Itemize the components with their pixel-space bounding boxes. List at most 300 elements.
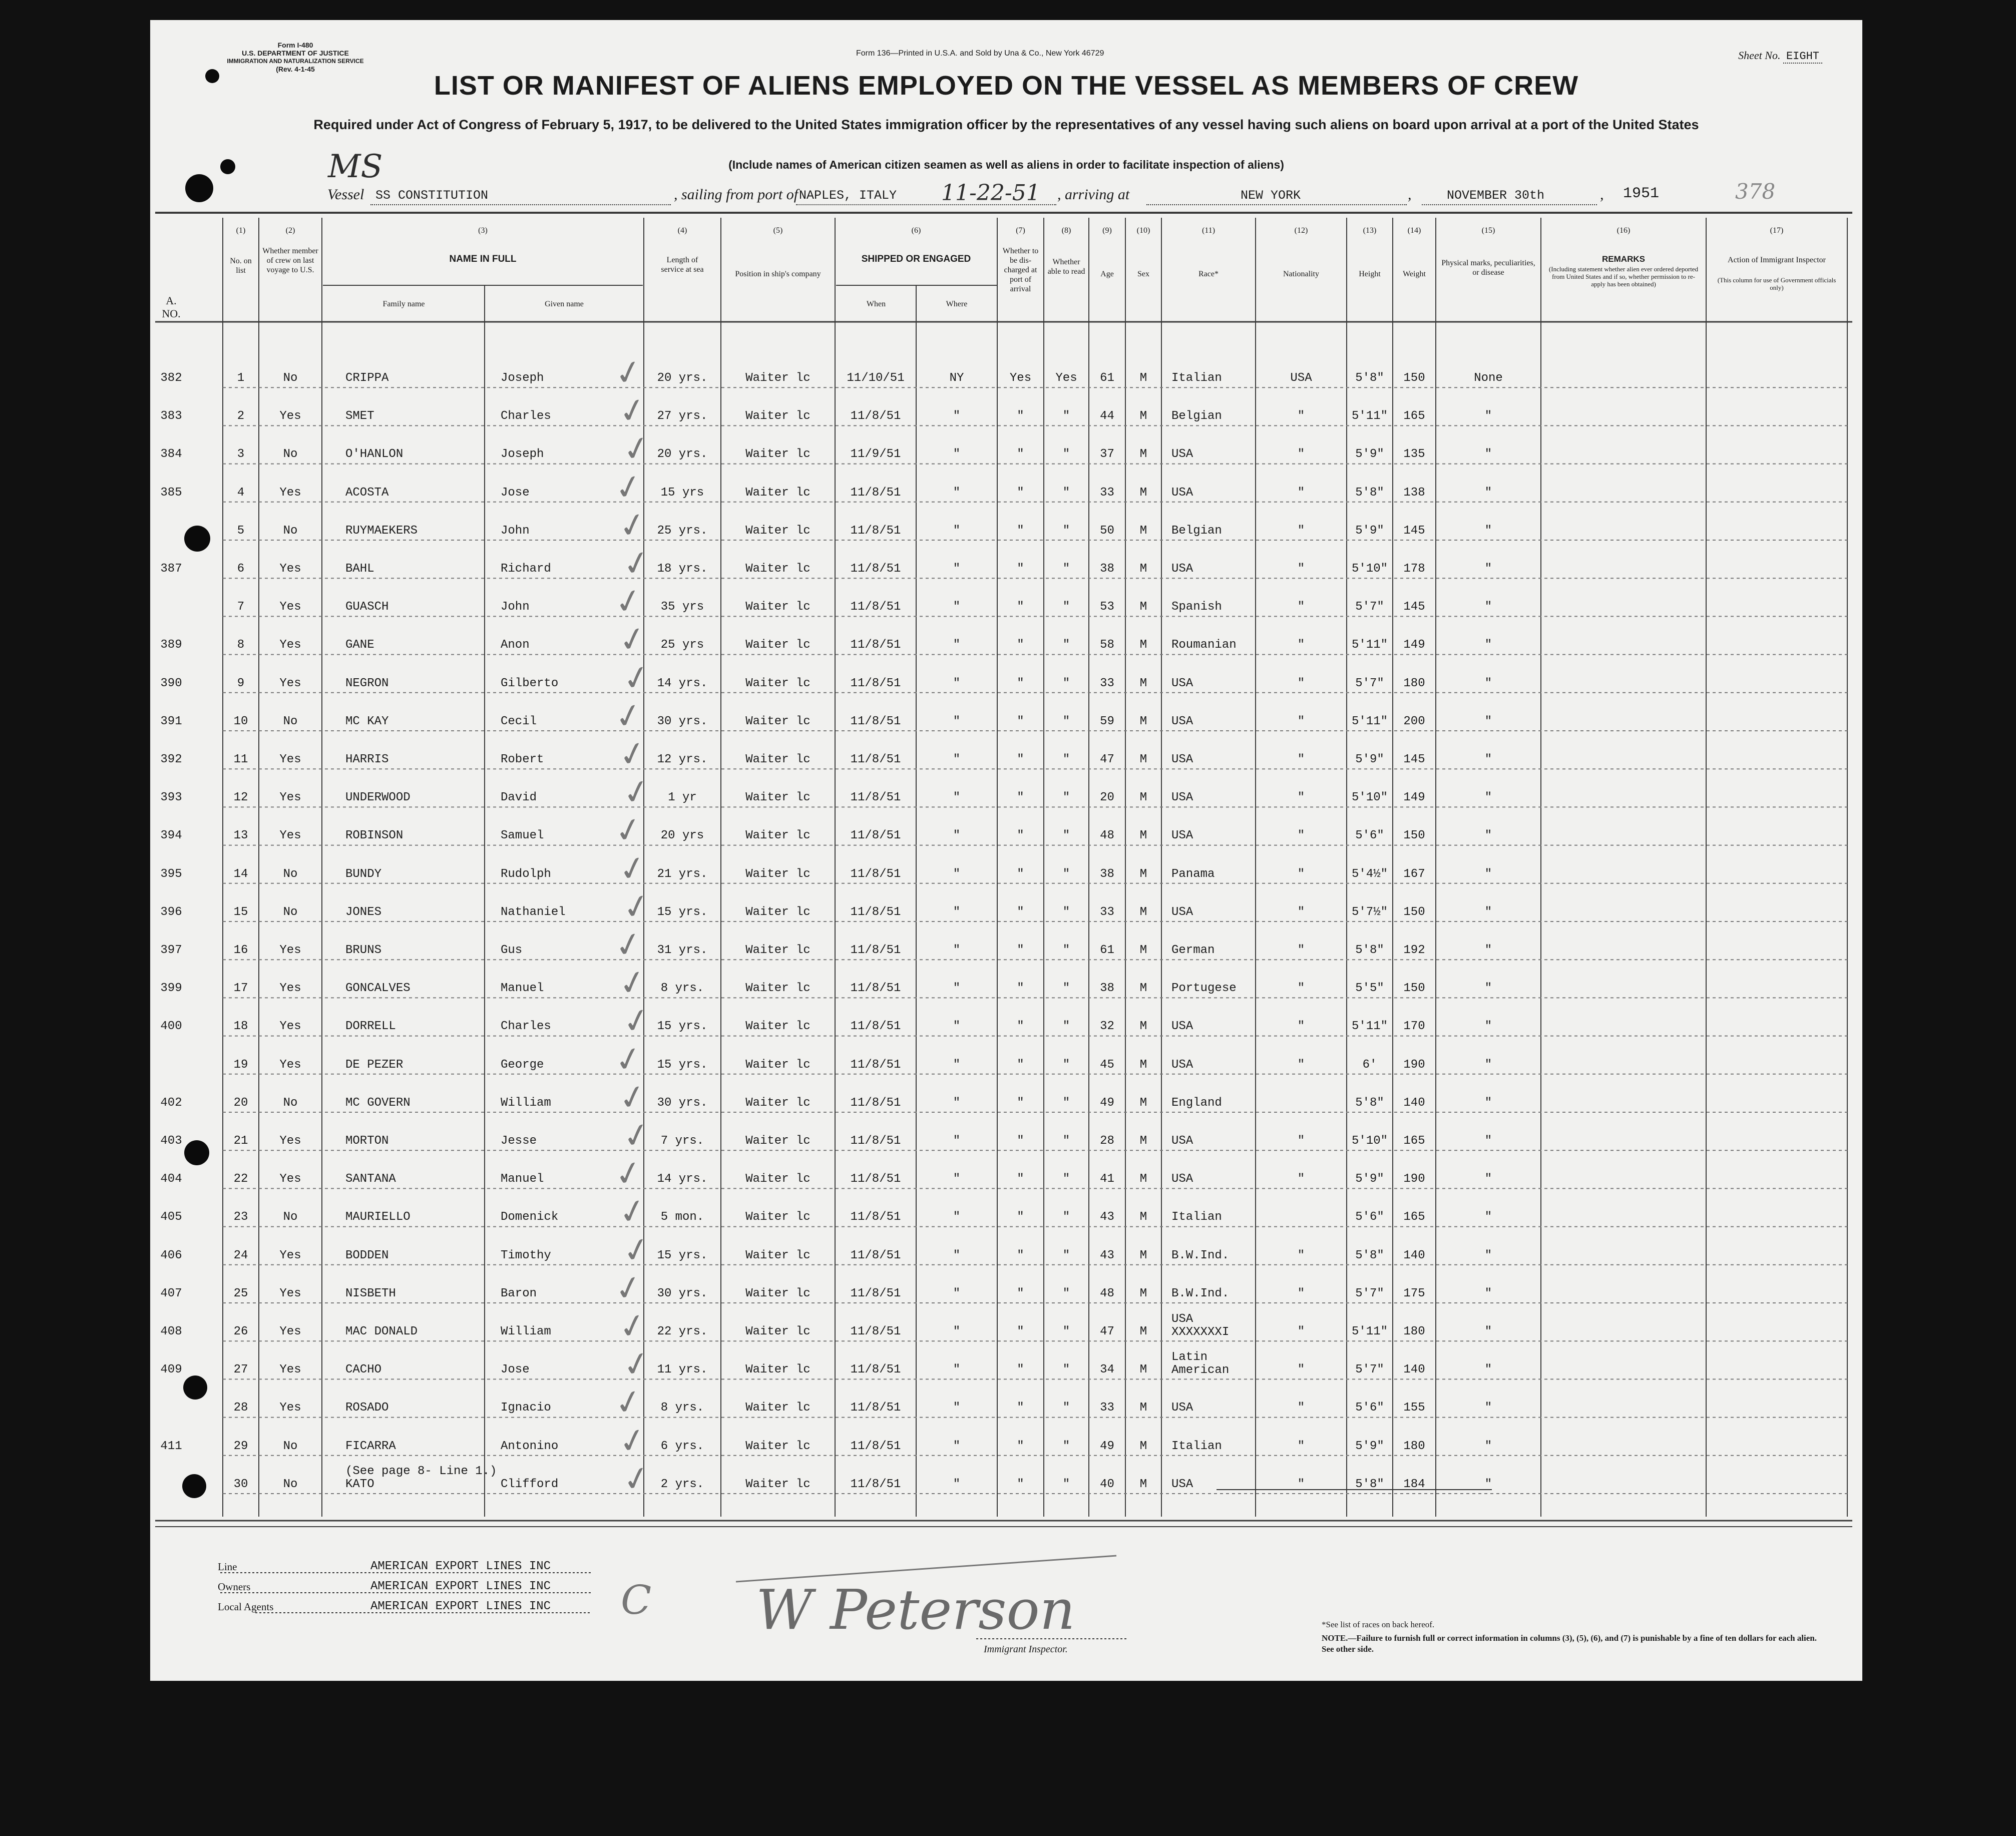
arrival-port: NEW YORK: [1241, 188, 1301, 203]
cell-position: Waiter lc: [745, 1363, 811, 1377]
header-family-name: Family name: [382, 300, 425, 308]
cell-race: Spanish: [1171, 600, 1222, 614]
cell-a-number: 403: [160, 1134, 182, 1148]
cell-weight: 175: [1403, 1286, 1425, 1300]
cell-discharged: ": [1017, 714, 1024, 728]
subtitle-note: (Include names of American citizen seamen as well as aliens in order to facilitate inspection of aliens): [728, 158, 1284, 171]
cell-height: 5'7": [1355, 1363, 1384, 1377]
checkmark-icon: ✓: [611, 1266, 646, 1310]
cell-able-to-read: ": [1062, 829, 1070, 843]
row30-note: (See page 8- Line 1.): [345, 1465, 497, 1478]
colnum-6: (6): [911, 226, 921, 235]
cell-line-number: 12: [233, 791, 248, 805]
cell-line-number: 1: [237, 371, 245, 385]
comma: ,: [1600, 186, 1604, 203]
cell-height: 5'6": [1355, 1401, 1384, 1415]
cell-shipped-when: 11/10/51: [847, 371, 905, 385]
cell-nationality: ": [1297, 753, 1305, 766]
line-value: AMERICAN EXPORT LINES INC: [370, 1560, 551, 1573]
cell-shipped-where: ": [953, 1286, 961, 1300]
cell-sex: M: [1139, 1096, 1147, 1110]
checkmark-icon: ✓: [619, 1342, 654, 1387]
department: U.S. DEPARTMENT OF JUSTICE: [242, 49, 349, 57]
cell-length-of-service: 5 mon.: [660, 1210, 704, 1224]
cell-able-to-read: ": [1062, 1477, 1070, 1491]
cell-sex: M: [1139, 486, 1147, 500]
cell-given-name: Timothy: [501, 1248, 551, 1262]
cell-physical-marks: ": [1484, 1286, 1492, 1300]
header-shipped: SHIPPED OR ENGAGED: [861, 254, 971, 264]
cell-line-number: 25: [233, 1286, 248, 1300]
cell-height: 5'9": [1355, 1439, 1384, 1453]
cell-weight: 165: [1403, 1134, 1425, 1148]
cell-discharged: ": [1017, 1286, 1024, 1300]
cell-sex: M: [1139, 447, 1147, 462]
cell-shipped-where: ": [953, 1248, 961, 1262]
colnum-4: (4): [677, 226, 687, 235]
checkmark-icon: ✓: [615, 1304, 650, 1348]
cell-discharged: ": [1017, 1096, 1024, 1110]
cell-family-name: NEGRON: [345, 676, 389, 690]
header-name-in-full: NAME IN FULL: [449, 254, 517, 264]
cell-age: 61: [1100, 944, 1114, 957]
cell-able-to-read: ": [1062, 791, 1070, 805]
table-row: [150, 465, 1862, 509]
cell-age: 47: [1100, 1325, 1114, 1338]
cell-weight: 180: [1403, 676, 1425, 690]
cell-sex: M: [1139, 1134, 1147, 1148]
cell-age: 38: [1100, 982, 1114, 996]
cell-a-number: 389: [160, 638, 182, 652]
form-number: Form I-480: [277, 41, 313, 49]
cell-able-to-read: ": [1062, 1401, 1070, 1415]
cell-length-of-service: 2 yrs.: [660, 1477, 704, 1491]
cell-sex: M: [1139, 1172, 1147, 1186]
cell-a-number: 387: [160, 562, 182, 576]
cell-shipped-where: ": [953, 1058, 961, 1072]
cell-discharged: ": [1017, 867, 1024, 881]
cell-age: 33: [1100, 1401, 1114, 1415]
cell-nationality: ": [1297, 829, 1305, 843]
cell-shipped-where: ": [953, 638, 961, 652]
vessel-name: SS CONSTITUTION: [375, 188, 489, 203]
cell-height: 5'7": [1355, 1286, 1384, 1300]
cell-race: USA: [1171, 486, 1193, 500]
cell-shipped-when: 11/8/51: [850, 638, 901, 652]
cell-a-number: 391: [160, 714, 182, 728]
cell-given-name: Joseph: [501, 371, 544, 385]
colnum-1: (1): [236, 226, 246, 235]
cell-age: 48: [1100, 829, 1114, 843]
table-row: [150, 541, 1862, 585]
cell-age: 41: [1100, 1172, 1114, 1186]
cell-shipped-where: ": [953, 714, 961, 728]
cell-length-of-service: 14 yrs.: [657, 1172, 708, 1186]
cell-a-number: 383: [160, 409, 182, 423]
cell-family-name: KATO: [345, 1477, 374, 1491]
cell-position: Waiter lc: [745, 1058, 811, 1072]
cell-height: 6': [1362, 1058, 1377, 1072]
cell-able-to-read: ": [1062, 867, 1070, 881]
cell-shipped-where: ": [953, 944, 961, 957]
cell-race: USA: [1171, 1134, 1193, 1148]
cell-family-name: HARRIS: [345, 753, 389, 766]
cell-discharged: ": [1017, 1248, 1024, 1262]
table-row: [150, 617, 1862, 662]
cell-sex: M: [1139, 1210, 1147, 1224]
cell-discharged: ": [1017, 791, 1024, 805]
cell-race: USA: [1171, 1172, 1193, 1186]
cell-weight: 140: [1403, 1363, 1425, 1377]
colnum-2: (2): [285, 226, 295, 235]
cell-discharged: ": [1017, 982, 1024, 996]
comma: ,: [1408, 186, 1412, 203]
cell-last-voyage: Yes: [279, 676, 301, 690]
checkmark-icon: ✓: [611, 808, 646, 852]
cell-family-name: ROBINSON: [345, 829, 404, 843]
cell-shipped-when: 11/8/51: [850, 1363, 901, 1377]
cell-length-of-service: 30 yrs.: [657, 1286, 708, 1300]
cell-shipped-where: NY: [949, 371, 964, 385]
cell-line-number: 13: [233, 829, 248, 843]
table-row: [150, 770, 1862, 814]
cell-length-of-service: 21 yrs.: [657, 867, 708, 881]
colnum-17: (17): [1770, 226, 1784, 235]
checkmark-icon: ✓: [615, 961, 650, 1005]
cell-given-name: Jose: [501, 486, 530, 500]
cell-able-to-read: ": [1062, 982, 1070, 996]
cell-sex: M: [1139, 638, 1147, 652]
cell-age: 37: [1100, 447, 1114, 462]
cell-able-to-read: ": [1062, 524, 1070, 538]
header-read: Whether able to read: [1047, 258, 1085, 276]
cell-line-number: 29: [233, 1439, 248, 1453]
cell-discharged: ": [1017, 1134, 1024, 1148]
cell-sex: M: [1139, 371, 1147, 385]
cell-family-name: FICARRA: [345, 1439, 396, 1453]
cell-length-of-service: 15 yrs.: [657, 905, 708, 919]
cell-shipped-when: 11/8/51: [850, 867, 901, 881]
cell-race: England: [1171, 1096, 1222, 1110]
cell-height: 5'7": [1355, 676, 1384, 690]
cell-discharged: Yes: [1009, 371, 1032, 385]
cell-given-name: Robert: [501, 753, 544, 766]
cell-physical-marks: ": [1484, 409, 1492, 423]
cell-line-number: 7: [237, 600, 245, 614]
header-discharged: Whether to be dis-charged at port of arrival: [1002, 247, 1039, 293]
cell-race: USA: [1171, 1020, 1193, 1034]
checkmark-icon: ✓: [615, 1075, 650, 1119]
cell-race: B.W.Ind.: [1171, 1248, 1230, 1262]
cell-family-name: DE PEZER: [345, 1058, 404, 1072]
cell-given-name: David: [501, 791, 537, 805]
cell-length-of-service: 12 yrs.: [657, 753, 708, 766]
cell-race: USA: [1171, 447, 1193, 462]
cell-last-voyage: Yes: [279, 600, 301, 614]
cell-nationality: ": [1297, 409, 1305, 423]
cell-nationality: ": [1297, 524, 1305, 538]
cell-nationality: ": [1297, 982, 1305, 996]
colnum-15: (15): [1481, 226, 1495, 235]
cell-given-name: Charles: [501, 409, 551, 423]
cell-discharged: ": [1017, 524, 1024, 538]
cell-given-name: William: [501, 1096, 551, 1110]
cell-weight: 140: [1403, 1096, 1425, 1110]
cell-position: Waiter lc: [745, 1477, 811, 1491]
cell-line-number: 17: [233, 982, 248, 996]
cell-line-number: 21: [233, 1134, 248, 1148]
cell-position: Waiter lc: [745, 638, 811, 652]
sailing-label: , sailing from port of: [674, 186, 798, 203]
cell-shipped-where: ": [953, 1210, 961, 1224]
cell-physical-marks: None: [1474, 371, 1503, 385]
cell-last-voyage: Yes: [279, 486, 301, 500]
cell-line-number: 22: [233, 1172, 248, 1186]
cell-sex: M: [1139, 1248, 1147, 1262]
cell-nationality: ": [1297, 1134, 1305, 1148]
cell-physical-marks: ": [1484, 753, 1492, 766]
cell-age: 45: [1100, 1058, 1114, 1072]
arrival-year: 1951: [1623, 185, 1660, 202]
cell-last-voyage: Yes: [279, 1286, 301, 1300]
cell-discharged: ": [1017, 1439, 1024, 1453]
cell-race: B.W.Ind.: [1171, 1286, 1230, 1300]
cell-height: 5'8": [1355, 944, 1384, 957]
cell-shipped-where: ": [953, 1134, 961, 1148]
cell-sex: M: [1139, 676, 1147, 690]
cell-shipped-where: ": [953, 867, 961, 881]
cell-weight: 192: [1403, 944, 1425, 957]
cell-discharged: ": [1017, 638, 1024, 652]
cell-shipped-when: 11/8/51: [850, 1325, 901, 1338]
checkmark-icon: ✓: [615, 618, 650, 662]
cell-height: 5'4½": [1351, 867, 1388, 881]
cell-shipped-where: ": [953, 1477, 961, 1491]
cell-shipped-where: ": [953, 753, 961, 766]
cell-given-name: Antonino: [501, 1439, 559, 1453]
cell-weight: 145: [1403, 600, 1425, 614]
cell-given-name: Rudolph: [501, 867, 551, 881]
cell-a-number: 394: [160, 829, 182, 843]
cell-shipped-where: ": [953, 1439, 961, 1453]
cell-weight: 145: [1403, 524, 1425, 538]
cell-sex: M: [1139, 1058, 1147, 1072]
checkmark-icon: ✓: [615, 732, 650, 776]
cell-length-of-service: 30 yrs.: [657, 714, 708, 728]
cell-age: 50: [1100, 524, 1114, 538]
cell-position: Waiter lc: [745, 447, 811, 462]
table-row: [150, 503, 1862, 547]
stamp-number: 378: [1735, 179, 1776, 204]
cell-given-name: Gilberto: [501, 676, 559, 690]
cell-weight: 150: [1403, 829, 1425, 843]
cell-race: Panama: [1171, 867, 1215, 881]
cell-length-of-service: 15 yrs.: [657, 1248, 708, 1262]
cell-race: USA: [1171, 905, 1193, 919]
cell-height: 5'8": [1355, 486, 1384, 500]
cell-nationality: ": [1297, 1439, 1305, 1453]
cell-nationality: ": [1297, 1172, 1305, 1186]
cell-a-number: 406: [160, 1248, 182, 1262]
cell-age: 33: [1100, 676, 1114, 690]
cell-shipped-where: ": [953, 1172, 961, 1186]
cell-a-number: 399: [160, 982, 182, 996]
cell-position: Waiter lc: [745, 1020, 811, 1034]
cell-race: Belgian: [1171, 524, 1222, 538]
cell-position: Waiter lc: [745, 1401, 811, 1415]
cell-weight: 190: [1403, 1172, 1425, 1186]
cell-length-of-service: 18 yrs.: [657, 562, 708, 576]
cell-able-to-read: ": [1062, 1172, 1070, 1186]
cell-able-to-read: ": [1062, 1248, 1070, 1262]
cell-shipped-where: ": [953, 791, 961, 805]
cell-shipped-when: 11/8/51: [850, 486, 901, 500]
cell-discharged: ": [1017, 1058, 1024, 1072]
cell-sex: M: [1139, 867, 1147, 881]
cell-shipped-where: ": [953, 676, 961, 690]
cell-physical-marks: ": [1484, 867, 1492, 881]
cell-position: Waiter lc: [745, 1248, 811, 1262]
cell-race: USA: [1171, 753, 1193, 766]
cell-length-of-service: 14 yrs.: [657, 676, 708, 690]
checkmark-icon: ✓: [615, 1190, 650, 1234]
table-row: [150, 388, 1862, 433]
cell-height: 5'7½": [1351, 905, 1388, 919]
cell-weight: 135: [1403, 447, 1425, 462]
table-row: [150, 426, 1862, 471]
cell-height: 5'11": [1351, 714, 1388, 728]
cell-line-number: 28: [233, 1401, 248, 1415]
cell-nationality: ": [1297, 486, 1305, 500]
cell-line-number: 3: [237, 447, 245, 462]
cell-line-number: 15: [233, 905, 248, 919]
cell-nationality: ": [1297, 1248, 1305, 1262]
cell-race: USA: [1171, 1401, 1193, 1415]
line-label: Line: [218, 1561, 237, 1573]
cell-position: Waiter lc: [745, 676, 811, 690]
cell-a-number: 411: [160, 1439, 182, 1453]
cell-weight: 167: [1403, 867, 1425, 881]
cell-height: 5'6": [1355, 1210, 1384, 1224]
colnum-9: (9): [1102, 226, 1112, 235]
cell-family-name: MORTON: [345, 1134, 389, 1148]
checkmark-icon: ✓: [619, 884, 654, 929]
table-row: [150, 1075, 1862, 1119]
cell-a-number: 396: [160, 905, 182, 919]
cell-shipped-when: 11/8/51: [850, 1286, 901, 1300]
cell-last-voyage: Yes: [279, 829, 301, 843]
table-row: [150, 579, 1862, 624]
cell-physical-marks: ": [1484, 944, 1492, 957]
table-row: [150, 1266, 1862, 1310]
cell-nationality: ": [1297, 562, 1305, 576]
cell-sex: M: [1139, 982, 1147, 996]
cell-last-voyage: Yes: [279, 1248, 301, 1262]
cell-length-of-service: 8 yrs.: [660, 1401, 704, 1415]
cell-weight: 190: [1403, 1058, 1425, 1072]
owners-value: AMERICAN EXPORT LINES INC: [370, 1580, 551, 1593]
cell-position: Waiter lc: [745, 1172, 811, 1186]
checkmark-icon: ✓: [619, 1228, 654, 1272]
cell-last-voyage: Yes: [279, 1134, 301, 1148]
cell-given-name: Domenick: [501, 1210, 559, 1224]
cell-family-name: BRUNS: [345, 944, 382, 957]
cell-weight: 180: [1403, 1439, 1425, 1453]
cell-a-number: 408: [160, 1325, 182, 1338]
cell-nationality: ": [1297, 1401, 1305, 1415]
cell-line-number: 8: [237, 638, 245, 652]
cell-line-number: 26: [233, 1325, 248, 1338]
table-row: [150, 1113, 1862, 1157]
table-row: [150, 732, 1862, 776]
cell-height: 5'8": [1355, 1096, 1384, 1110]
cell-given-name: John: [501, 524, 530, 538]
cell-last-voyage: No: [283, 1477, 298, 1491]
cell-sex: M: [1139, 829, 1147, 843]
cell-race: Italian: [1171, 1439, 1222, 1453]
cell-given-name: Cecil: [501, 714, 537, 728]
cell-able-to-read: Yes: [1055, 371, 1077, 385]
cell-race: USA: [1171, 562, 1193, 576]
cell-position: Waiter lc: [745, 867, 811, 881]
cell-line-number: 14: [233, 867, 248, 881]
cell-last-voyage: Yes: [279, 1058, 301, 1072]
cell-last-voyage: No: [283, 371, 298, 385]
cell-sex: M: [1139, 524, 1147, 538]
cell-shipped-when: 11/8/51: [850, 1210, 901, 1224]
cell-family-name: BODDEN: [345, 1248, 389, 1262]
cell-shipped-when: 11/8/51: [850, 753, 901, 766]
cell-a-number: 395: [160, 867, 182, 881]
cell-race: Roumanian: [1171, 638, 1237, 652]
sheet-value: EIGHT: [1783, 50, 1822, 64]
cell-age: 58: [1100, 638, 1114, 652]
cell-sex: M: [1139, 562, 1147, 576]
cell-position: Waiter lc: [745, 791, 811, 805]
cell-line-number: 20: [233, 1096, 248, 1110]
page-title: LIST OR MANIFEST OF ALIENS EMPLOYED ON THE VESSEL AS MEMBERS OF CREW: [434, 71, 1579, 101]
cell-position: Waiter lc: [745, 486, 811, 500]
cell-able-to-read: ": [1062, 600, 1070, 614]
cell-length-of-service: 15 yrs.: [657, 1058, 708, 1072]
cell-weight: 145: [1403, 753, 1425, 766]
cell-height: 5'9": [1355, 1172, 1384, 1186]
cell-shipped-where: ": [953, 409, 961, 423]
cell-height: 5'10": [1351, 562, 1388, 576]
cell-height: 5'8": [1355, 1477, 1384, 1491]
cell-discharged: ": [1017, 829, 1024, 843]
cell-given-name: Charles: [501, 1020, 551, 1034]
cell-family-name: BAHL: [345, 562, 374, 576]
cell-nationality: ": [1297, 676, 1305, 690]
table-row: [150, 1189, 1862, 1234]
cell-shipped-where: ": [953, 982, 961, 996]
cell-physical-marks: ": [1484, 905, 1492, 919]
cell-position: Waiter lc: [745, 982, 811, 996]
cell-height: 5'11": [1351, 409, 1388, 423]
checkmark-icon: ✓: [619, 1114, 654, 1157]
cell-line-number: 10: [233, 714, 248, 728]
cell-nationality: ": [1297, 791, 1305, 805]
colnum-10: (10): [1136, 226, 1150, 235]
cell-line-number: 9: [237, 676, 245, 690]
cell-physical-marks: ": [1484, 600, 1492, 614]
cell-weight: 150: [1403, 371, 1425, 385]
cell-a-number: 393: [160, 791, 182, 805]
cell-last-voyage: Yes: [279, 409, 301, 423]
cell-family-name: CRIPPA: [345, 371, 389, 385]
cell-last-voyage: No: [283, 1210, 298, 1224]
